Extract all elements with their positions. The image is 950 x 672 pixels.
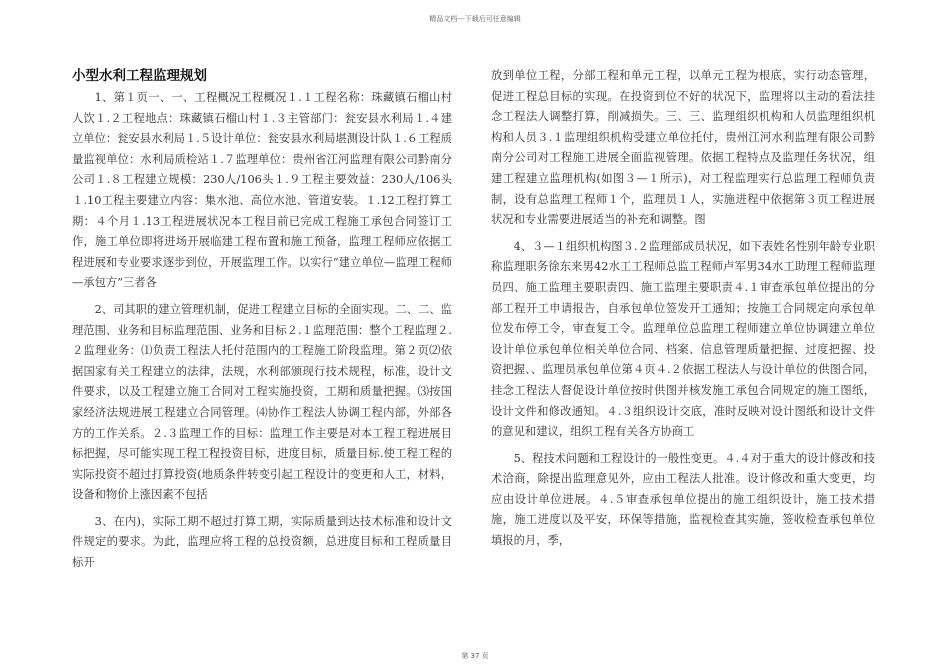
page-header: 精品文档---下载后可任意编辑 [429,15,521,23]
right-column [491,66,875,558]
paragraph-4: 4、３—１组织机构图３.２监理部成员状况，如下表姓名性别年龄专业职称监理职务徐东来男42水工工程师总监工程师卢军男34水工助理工程师监理员四、施工监理主要职责四、施工监理主要职责４.１审查承包单位提出的分部工程开工申请报告，自承包单位签发开工通知；按施工合同规定向承包单位发布停工令，审查复工令。监理单位总监理工程师建立单位协调建立单位设计单位承包单位相关单位合同、档案、信息管理质量把握、过度把握、投资把握、、监理员承包单位第４页４.２依据工程法人与设计单位的供图合同，挂念工程法人督促设计单位按时供图并核发施工承包合同规定的施工图纸，设计文件和修改通知。４.３组织设计交底，准时反映对设计图纸和设计文件的意见和建议，组织工程有关各方协商工 [491,239,875,439]
document-title: 小型水利工程监理规划 [72,68,207,84]
paragraph-3: 3、在内)，实际工期不超过打算工期，实际质量到达技术标准和设计文件规定的要求。为此，监理应将工程的总投资额，总进度目标和工程质量目标开 [72,514,452,570]
paragraph-1: 1、第１页一、一、工程概况工程概况１.１工程名称：珠藏镇石榴山村人饮１.２工程地点：珠藏镇石榴山村１.３主管部门：瓮安县水利局１.４建立单位：瓮安县水利局１.５设计单位：瓮安县水利局堪测设计队１.６工程质量监视单位：水利局质检站１.７监理单位：贵州省江河监理有限公司黔南分公司１.８工程建立规模：230人/106头１.９工程主要效益：230人/106头１.10工程主要建立内容：集水池、高位水池、管道安装。１.12工程打算工期：４个月１.13工程进展状况本工程目前已完成工程施工承包合同签订工作，施工单位即将进场开展临建工程布置和施工预备，监理工程师应依据工程进展和专业要求逐步到位，开展监理工作。以实行“建立单位—监理工程师—承包方”三者各 [72,91,452,290]
paragraph-2: 2、司其职的建立管理机制，促进工程建立目标的全面实现。二、二、监理范围、业务和目标监理范围、业务和目标２.１监理范围：整个工程监理２.２监理业务：⑴负责工程法人托付范围内的工程施工阶段监理。第２页⑵依据国家有关工程建立的法律，法规，水利部颁现行技术规程，标准，设计文件要求，以及工程建立施工合同对工程实施投资，工期和质量把握。⑶按国家经济法规进展工程建立合同管理。⑷协作工程法人协调工程内部，外部各方的工作关系。２.３监理工作的目标：监理工作主要是对本工程工程进展目标把握，尽可能实现工程工程投资目标，进度目标，质量目标.使工程工程的实际投资不超过打算投资(地质条件转变引起工程设计的变更和人工，材料，设备和物价上涨因素不包括 [72,302,452,502]
paragraph-3-continued: 放到单位工程，分部工程和单元工程，以单元工程为根底，实行动态管理，促进工程总目标的实现。在投资到位不好的状况下，监理将以主动的看法挂念工程法人调整打算，削减损失。三、三、监理组织机构和人员监理组织机构和人员３.１监理组织机构受建立单位托付，贵州江河水利监理有限公司黔南分公司对工程施工进展全面监视管理。依据工程特点及监理任务状况，组建工程建立监理机构(如图３—１所示)，对工程监理实行总监理工程师负责制，设有总监理工程师１个，监理员１人，实施进程中依据第３页工程进展状况和专业需要进展适当的补充和调整。图 [491,69,875,227]
left-column [72,66,452,580]
page-number: 第 37 页 [461,652,489,660]
paragraph-5: 5、程技术问题和工程设计的一般性变更。４.４对于重大的设计修改和技术洽商，除提出监理意见外，应由工程法人批准。设计修改和重大变更，均应由设计单位进展。４.５审查承包单位提出的施工组织设计，施工技术措施，施工进度以及平安，环保等措施，监视检查其实施，签收检查承包单位填报的月，季， [491,451,875,548]
